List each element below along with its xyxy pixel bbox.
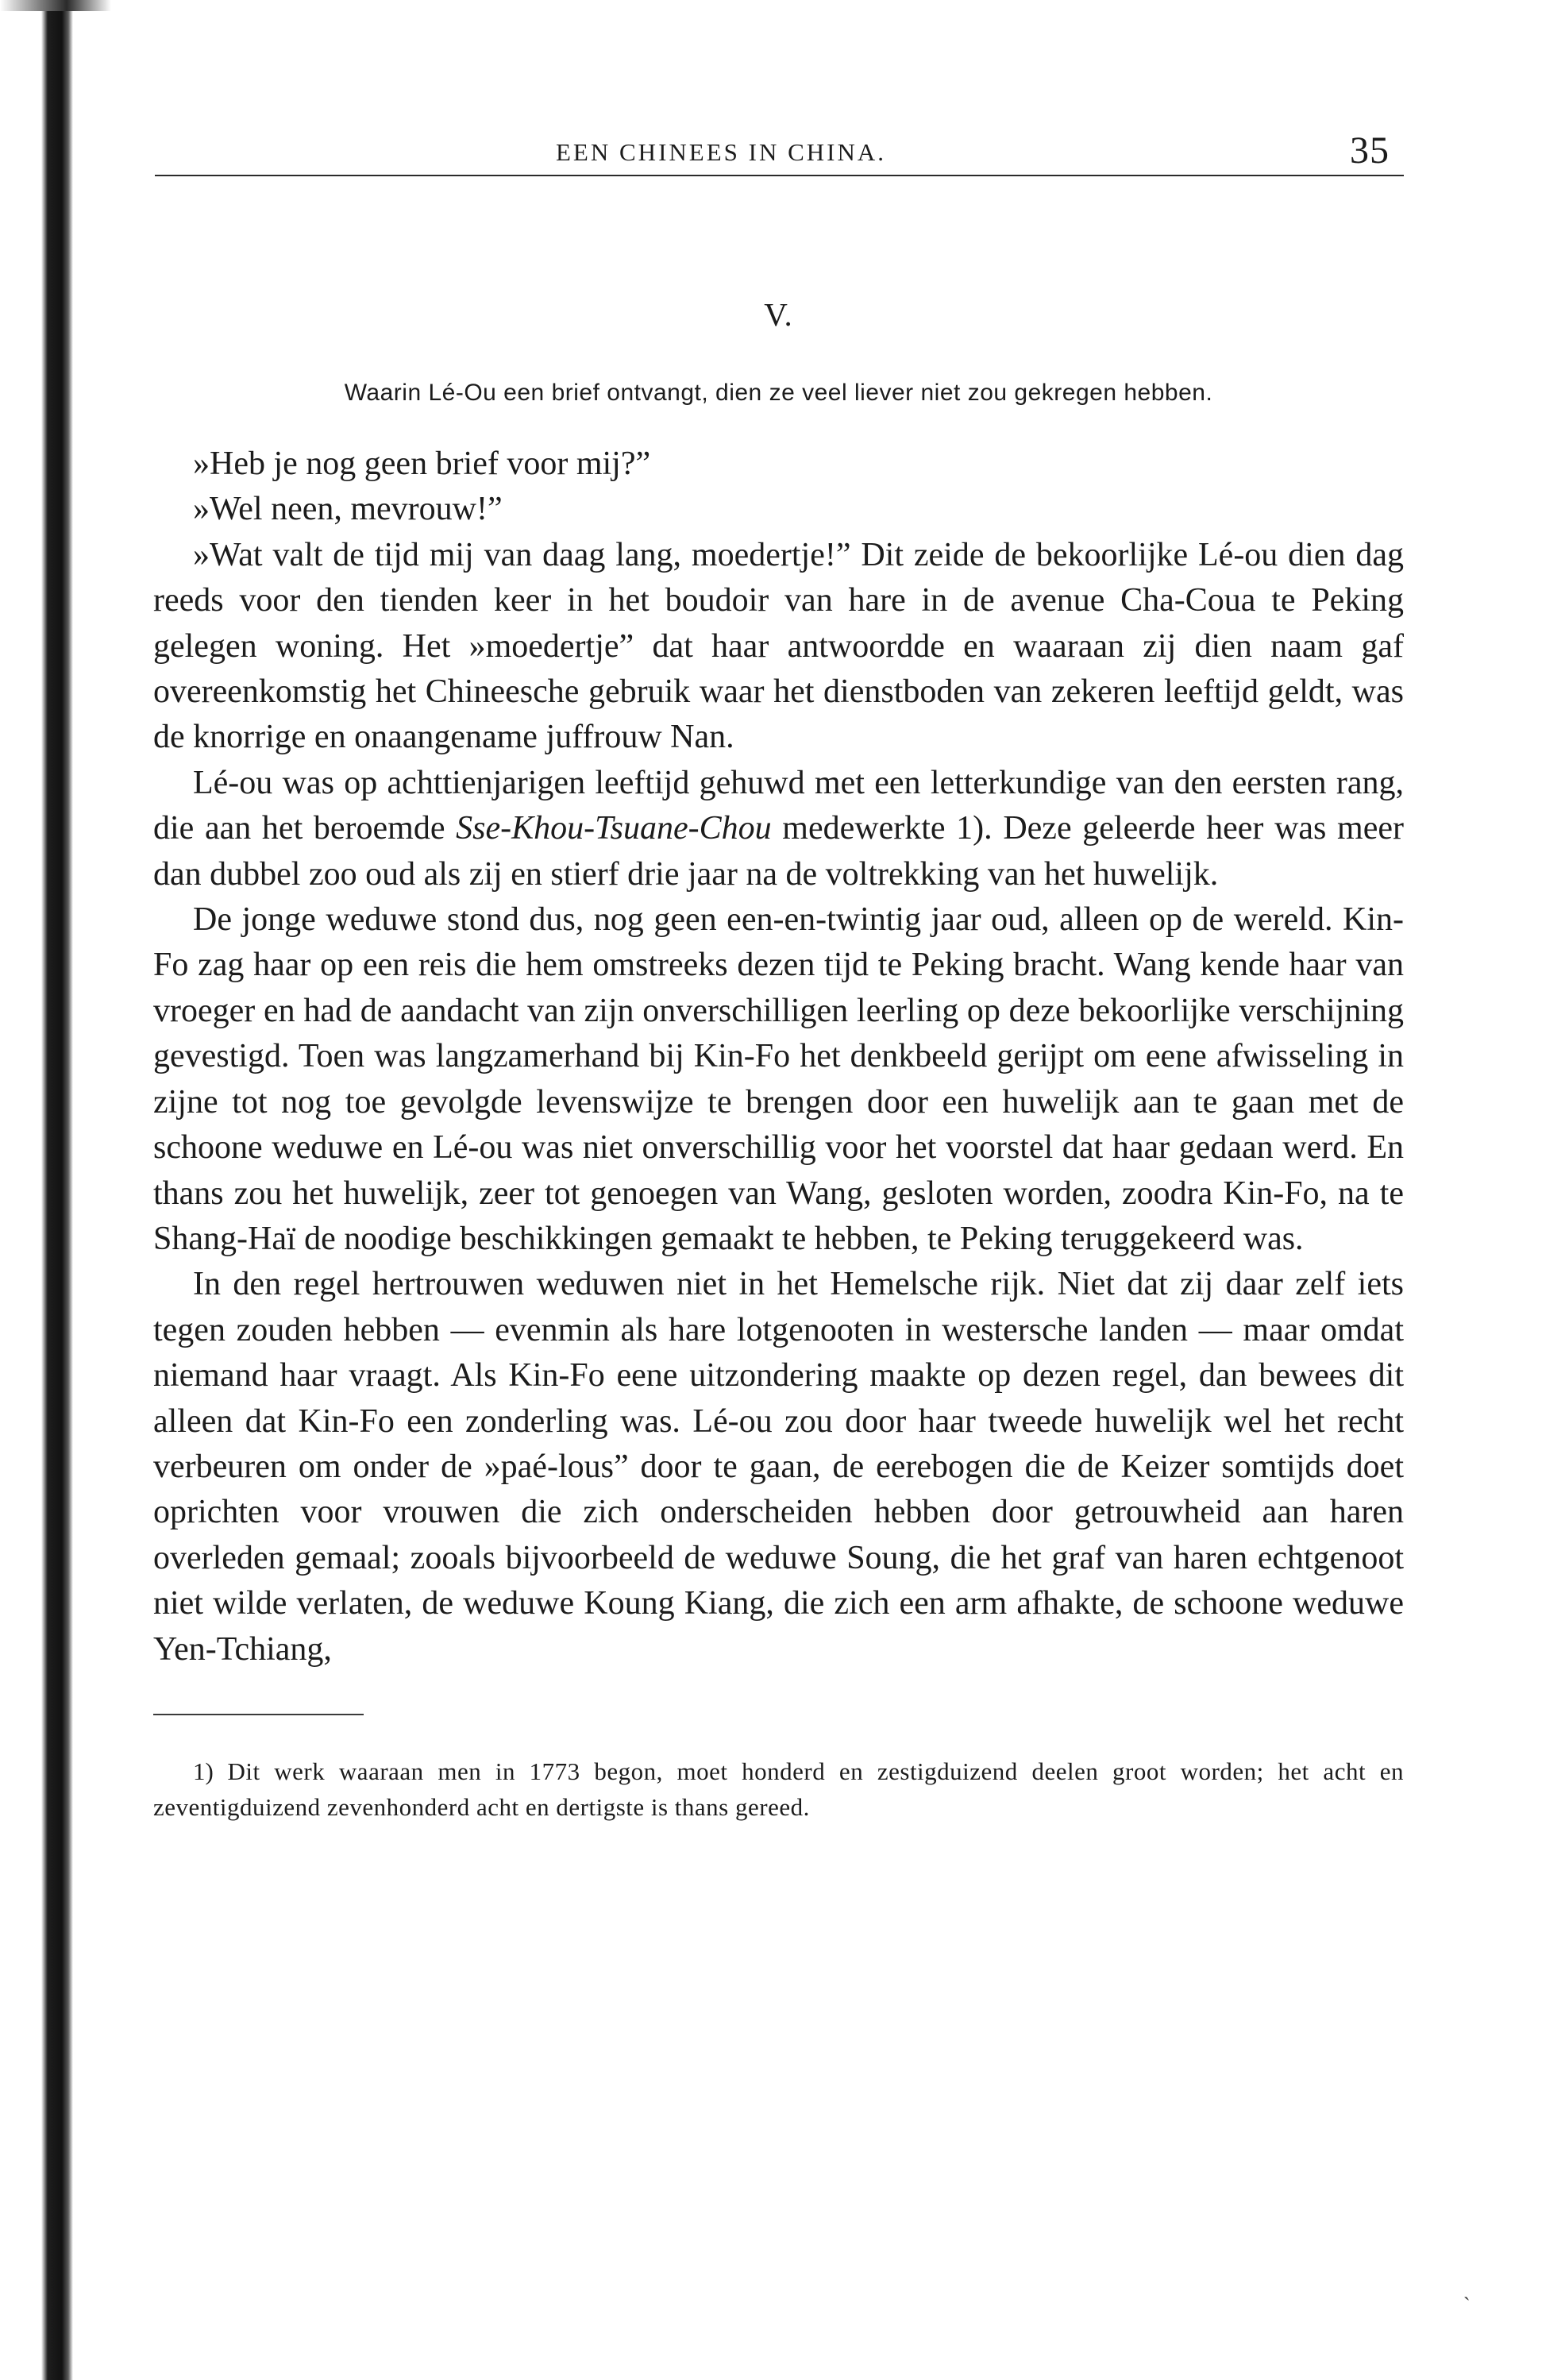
paragraph-leou-marriage [153,761,1404,897]
paragraph-leou-after: medewerkte 1). Deze geleerde heer was meer dan dubbel zoo oud als zij en stierf drie jaar na de voltrekking van het huwelijk. [153,810,1404,893]
work-title: Sse-Khou-Tsuane-Chou [456,810,772,847]
scan-edge [0,0,73,2380]
book-page [153,119,1404,1825]
page-number: 35 [1350,129,1390,172]
running-head [155,119,1404,176]
paragraph-dialogue-1: »Heb je nog geen brief voor mij?” [193,446,651,482]
body-text [153,442,1404,1672]
paragraph-dialogue-2: »Wel neen, mevrouw!” [193,491,503,528]
stray-scan-mark: ˎ [1463,2278,1471,2301]
paragraph-remarriage: In den regel hertrouwen weduwen niet in het Hemelsche rijk. Niet dat zij daar zelf iets tegen zouden hebben — evenmin als hare lotgenooten in westersche landen — maar omdat niemand haar vraagt. Als Kin-Fo eene uitzondering maakte op dezen regel, dan bewees dit alleen dat Kin-Fo een zonderling was. Lé-ou zou door haar tweede huwelijk wel het recht verbeuren om onder de »paé-lous” door te gaan, de eerebogen die de Keizer somtijds doet oprichten voor vrouwen die zich onderscheiden hebben door getrouwheid aan haren overleden gemaal; zooals bijvoorbeeld de weduwe Soung, die het graf van haren echtgenoot niet wilde verlaten, de weduwe Koung Kiang, die zich een arm afhakte, de schoone weduwe Yen-Tchiang, [153,1266,1404,1668]
chapter-number: V. [764,296,793,333]
running-title: EEN CHINEES IN CHINA. [556,138,887,166]
footnote-divider [153,1714,364,1715]
paragraph-dialogue-3: »Wat valt de tijd mij van daag lang, moedertje!” Dit zeide de bekoorlijke Lé-ou dien dag reeds voor den tienden keer in het boudoir van hare in de avenue Cha-Coua te Peking gelegen woning. Het »moedertje” dat haar antwoordde en waaraan zij dien naam gaf overeenkomstig het Chineesche gebruik waar het dienstboden van zekeren leeftijd geldt, was de knorrige en onaangename juffrouw Nan. [153,536,1404,756]
paragraph-young-widow: De jonge weduwe stond dus, nog geen een-en-twintig jaar oud, alleen op de wereld. Kin-Fo zag haar op een reis die hem omstreeks dezen tijd te Peking bracht. Wang kende haar van vroeger en had de aandacht van zijn onverschilligen leerling op deze bekoorlijke verschijning gevestigd. Toen was langzamerhand bij Kin-Fo het denkbeeld gerijpt om eene afwisseling in zijne tot nog toe gevolgde levenswijze te brengen door een huwelijk aan te gaan met de schoone weduwe en Lé-ou was niet onverschillig voor het voorstel dat haar gedaan werd. En thans zou het huwelijk, zeer tot genoegen van Wang, gesloten worden, zoodra Kin-Fo, na te Shang-Haï de noodige beschikkingen gemaakt te hebben, te Peking teruggekeerd was. [153,901,1404,1257]
footnote-text: Dit werk waaraan men in 1773 begon, moet honderd en zestigduizend deelen groot worden; het acht en zeventigduizend zevenhonderd acht en dertigste is thans gereed. [153,1757,1404,1821]
scan-edge-top [0,0,111,11]
footnote-marker: 1) [193,1757,214,1785]
chapter-summary: Waarin Lé-Ou een brief ontvangt, dien ze veel liever niet zou gekregen hebben. [344,380,1213,406]
footnote [153,1753,1404,1825]
paragraph-leou-before: Lé-ou was op achttienjarigen leeftijd gehuwd met een letterkundige van den eersten rang, die aan het beroemde [153,764,1404,847]
